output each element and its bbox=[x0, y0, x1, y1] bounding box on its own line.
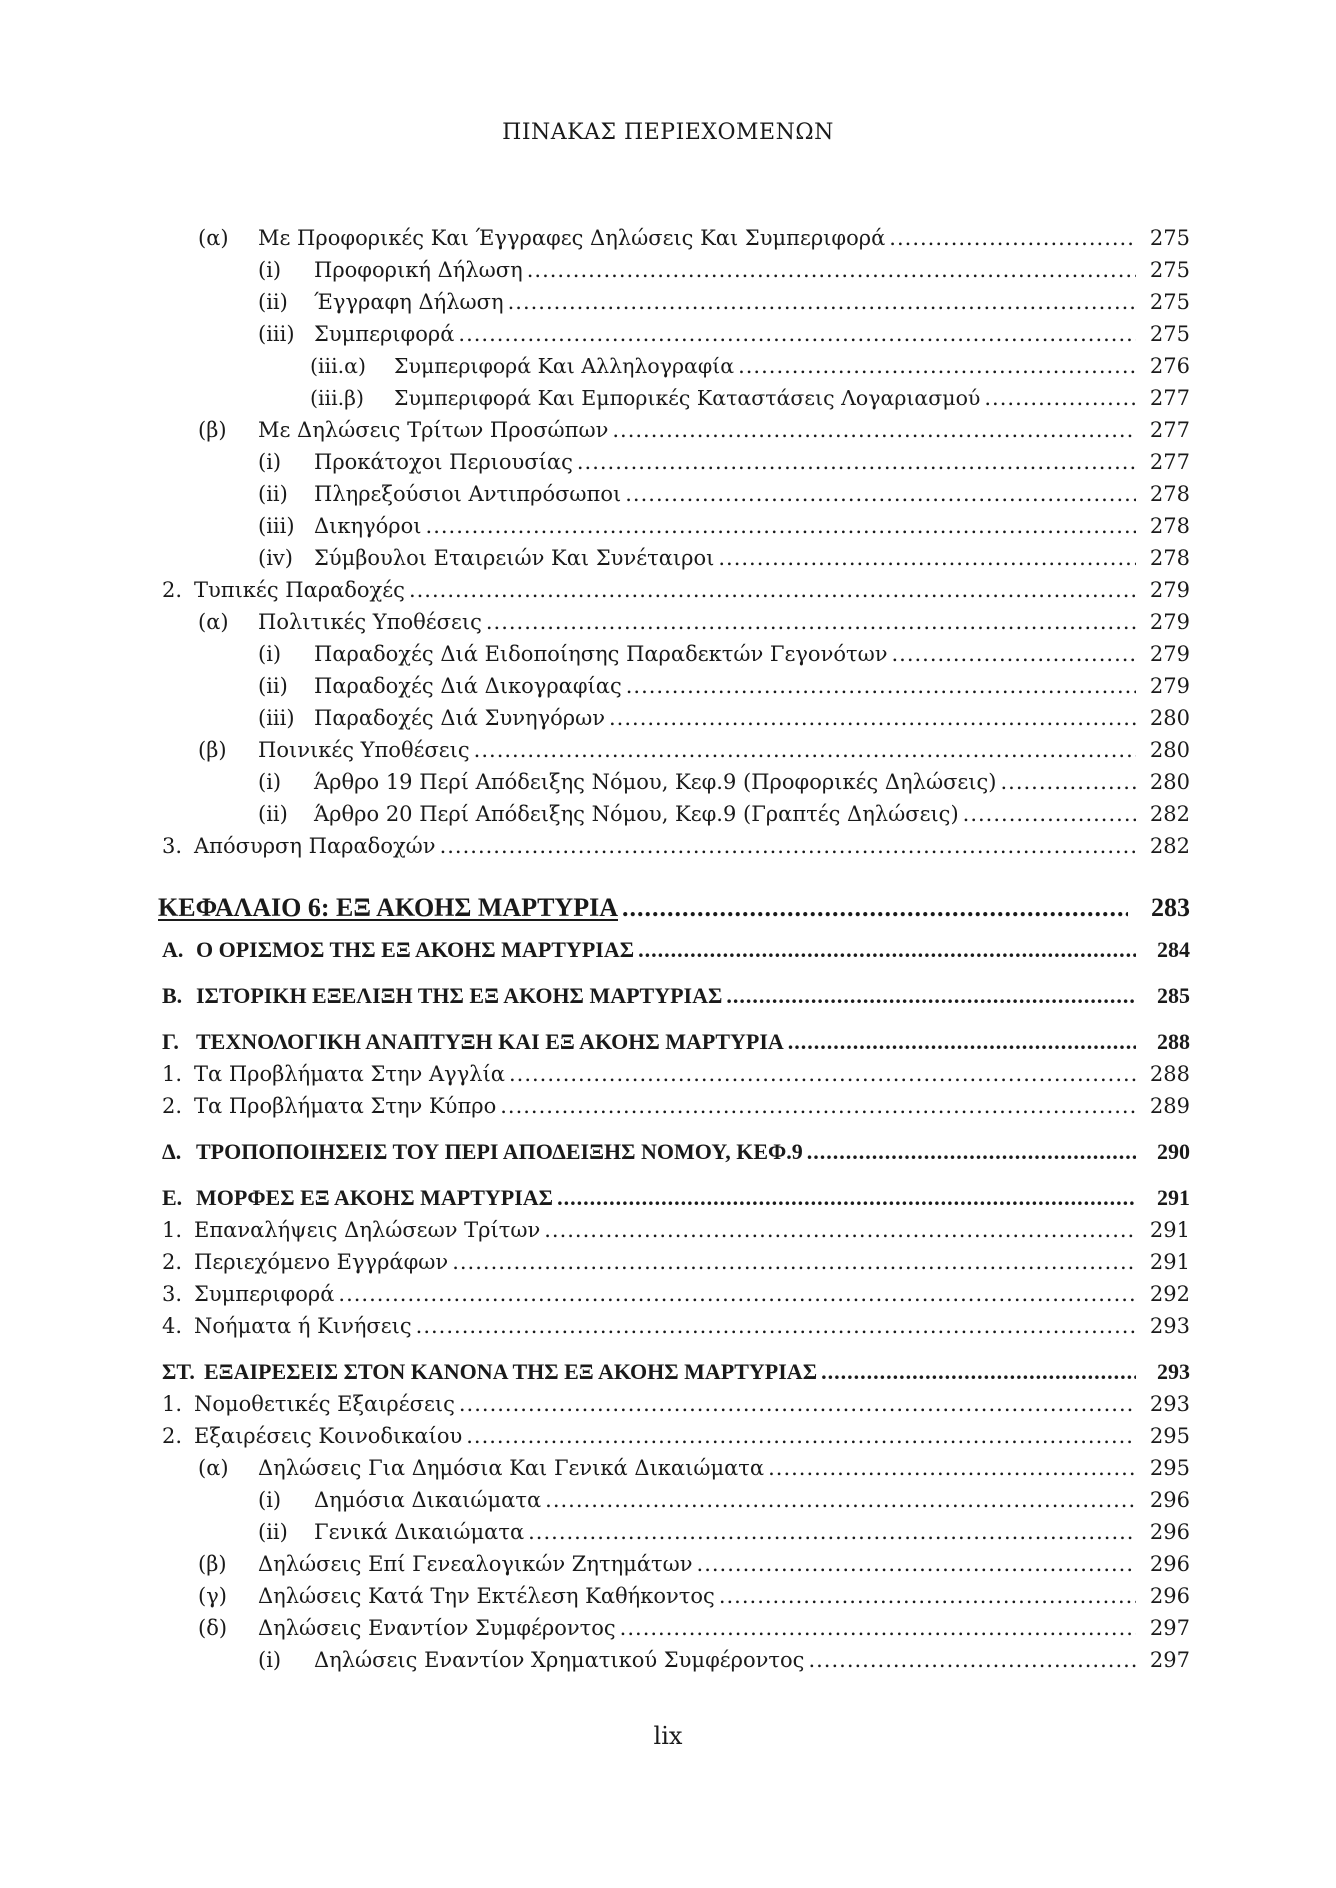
toc-entry-label: 3. bbox=[162, 1282, 183, 1306]
toc-entry-title: Περιεχόμενο Εγγράφων bbox=[194, 1250, 449, 1274]
toc-entry-title: Με Δηλώσεις Τρίτων Προσώπων bbox=[258, 418, 609, 442]
toc-entry[interactable] bbox=[158, 1388, 1190, 1420]
leader-dots bbox=[788, 1026, 1136, 1058]
toc-section-heading[interactable] bbox=[158, 1026, 1190, 1058]
toc-entry[interactable] bbox=[158, 1452, 1190, 1484]
toc-entry-page: 280 bbox=[1149, 770, 1190, 794]
section-label: ΣΤ. bbox=[162, 1359, 195, 1384]
leader-dots bbox=[620, 1612, 1136, 1644]
toc-entry-label: (α) bbox=[198, 226, 229, 250]
toc-entry[interactable] bbox=[158, 1516, 1190, 1548]
section-page: 293 bbox=[1157, 1359, 1190, 1384]
toc-entry[interactable] bbox=[158, 542, 1190, 574]
toc-entry-label: 1. bbox=[162, 1392, 183, 1416]
toc-entry-title: Εξαιρέσεις Κοινοδικαίου bbox=[194, 1424, 463, 1448]
toc-entry-page: 282 bbox=[1149, 834, 1190, 858]
leader-dots bbox=[459, 1388, 1136, 1420]
toc-entry-title: Πληρεξούσιοι Αντιπρόσωποι bbox=[314, 482, 622, 506]
table-of-contents bbox=[158, 222, 1190, 1676]
toc-entry-title: Συμπεριφορά Και Αλληλογραφία bbox=[394, 354, 735, 378]
leader-dots bbox=[557, 1182, 1136, 1214]
section-label: Β. bbox=[162, 983, 183, 1008]
toc-entry-page: 296 bbox=[1149, 1520, 1190, 1544]
toc-entry-label: (β) bbox=[198, 1552, 227, 1576]
leader-dots bbox=[426, 510, 1136, 542]
toc-entry-title: Έγγραφη Δήλωση bbox=[314, 290, 504, 314]
toc-entry[interactable] bbox=[158, 414, 1190, 446]
toc-entry-page: 278 bbox=[1149, 514, 1190, 538]
spacer bbox=[158, 1012, 1190, 1026]
toc-entry-page: 295 bbox=[1149, 1424, 1190, 1448]
leader-dots bbox=[1000, 766, 1136, 798]
toc-entry-page: 278 bbox=[1149, 546, 1190, 570]
toc-entry-label: (iii) bbox=[258, 322, 295, 346]
toc-entry-title: Δημόσια Δικαιώματα bbox=[314, 1488, 542, 1512]
leader-dots bbox=[416, 1310, 1136, 1342]
toc-entry-page: 295 bbox=[1149, 1456, 1190, 1480]
toc-entry[interactable] bbox=[158, 1214, 1190, 1246]
leader-dots bbox=[963, 798, 1136, 830]
toc-entry-label: 1. bbox=[162, 1218, 183, 1242]
toc-entry-page: 291 bbox=[1149, 1218, 1190, 1242]
toc-entry-page: 279 bbox=[1149, 674, 1190, 698]
toc-entry-page: 297 bbox=[1149, 1616, 1190, 1640]
toc-entry-label: (ii) bbox=[258, 802, 288, 826]
toc-entry-title: Τα Προβλήματα Στην Κύπρο bbox=[194, 1094, 497, 1118]
toc-entry-label: (β) bbox=[198, 418, 227, 442]
toc-entry[interactable] bbox=[158, 574, 1190, 606]
leader-dots bbox=[622, 888, 1128, 928]
leader-dots bbox=[527, 254, 1136, 286]
toc-section-heading[interactable] bbox=[158, 1356, 1190, 1388]
leader-dots bbox=[808, 1644, 1136, 1676]
toc-entry-label: (ii) bbox=[258, 674, 288, 698]
leader-dots bbox=[738, 350, 1136, 382]
toc-entry-title: Με Προφορικές Και Έγγραφες Δηλώσεις Και Συμπεριφορά bbox=[258, 226, 886, 250]
toc-entry[interactable] bbox=[158, 382, 1190, 414]
spacer bbox=[158, 1168, 1190, 1182]
section-page: 288 bbox=[1157, 1029, 1190, 1054]
toc-entry-label: 3. bbox=[162, 834, 183, 858]
section-page: 284 bbox=[1157, 937, 1190, 962]
toc-entry-title: Άρθρο 20 Περί Απόδειξης Νόμου, Κεφ.9 (Γραπτές Δηλώσεις) bbox=[314, 802, 959, 826]
toc-entry-page: 275 bbox=[1149, 290, 1190, 314]
leader-dots bbox=[768, 1452, 1136, 1484]
toc-entry[interactable] bbox=[158, 350, 1190, 382]
toc-entry-label: (i) bbox=[258, 642, 282, 666]
toc-entry[interactable] bbox=[158, 286, 1190, 318]
toc-entry-label: (α) bbox=[198, 610, 229, 634]
toc-entry-title: Σύμβουλοι Εταιρειών Και Συνέταιροι bbox=[314, 546, 715, 570]
leader-dots bbox=[544, 1214, 1136, 1246]
spacer bbox=[158, 966, 1190, 980]
toc-entry-page: 296 bbox=[1149, 1552, 1190, 1576]
leader-dots bbox=[528, 1516, 1136, 1548]
toc-entry-page: 275 bbox=[1149, 226, 1190, 250]
toc-entry-title: Παραδοχές Διά Συνηγόρων bbox=[314, 706, 605, 730]
leader-dots bbox=[612, 414, 1136, 446]
toc-entry-label: 2. bbox=[162, 1250, 183, 1274]
toc-entry-title: Απόσυρση Παραδοχών bbox=[194, 834, 436, 858]
toc-entry[interactable] bbox=[158, 670, 1190, 702]
toc-entry-label: (i) bbox=[258, 770, 282, 794]
section-title: ΤΕΧΝΟΛΟΓΙΚΗ ΑΝΑΠΤΥΞΗ ΚΑΙ ΕΞ ΑΚΟΗΣ ΜΑΡΤΥΡΙΑ bbox=[196, 1029, 784, 1054]
leader-dots bbox=[486, 606, 1136, 638]
toc-entry-page: 275 bbox=[1149, 258, 1190, 282]
toc-entry[interactable] bbox=[158, 734, 1190, 766]
toc-entry-page: 277 bbox=[1149, 386, 1190, 410]
leader-dots bbox=[718, 542, 1136, 574]
spacer bbox=[158, 1122, 1190, 1136]
toc-entry-page: 289 bbox=[1149, 1094, 1190, 1118]
toc-entry-page: 292 bbox=[1149, 1282, 1190, 1306]
leader-dots bbox=[466, 1420, 1136, 1452]
toc-entry-page: 279 bbox=[1149, 578, 1190, 602]
toc-entry-label: (iii) bbox=[258, 706, 295, 730]
section-title: ΕΞΑΙΡΕΣΕΙΣ ΣΤΟΝ ΚΑΝΟΝΑ ΤΗΣ ΕΞ ΑΚΟΗΣ ΜΑΡΤΥΡΙΑΣ bbox=[204, 1359, 818, 1384]
toc-entry-label: 2. bbox=[162, 1424, 183, 1448]
leader-dots bbox=[458, 318, 1136, 350]
toc-chapter-heading[interactable] bbox=[158, 888, 1190, 928]
toc-entry-page: 293 bbox=[1149, 1392, 1190, 1416]
toc-entry-page: 279 bbox=[1149, 610, 1190, 634]
toc-entry[interactable] bbox=[158, 1090, 1190, 1122]
toc-entry-label: (β) bbox=[198, 738, 227, 762]
toc-entry-page: 280 bbox=[1149, 706, 1190, 730]
toc-entry-page: 275 bbox=[1149, 322, 1190, 346]
toc-entry-title: Τυπικές Παραδοχές bbox=[194, 578, 405, 602]
toc-entry-page: 291 bbox=[1149, 1250, 1190, 1274]
toc-section-heading[interactable] bbox=[158, 980, 1190, 1012]
toc-entry[interactable] bbox=[158, 1310, 1190, 1342]
toc-entry-page: 296 bbox=[1149, 1488, 1190, 1512]
chapter-title: ΚΕΦΑΛΑΙΟ 6: ΕΞ ΑΚΟΗΣ ΜΑΡΤΥΡΙΑ bbox=[158, 893, 618, 922]
toc-entry-title: Δηλώσεις Για Δημόσια Και Γενικά Δικαιώματα bbox=[258, 1456, 765, 1480]
section-title: Ο ΟΡΙΣΜΟΣ ΤΗΣ ΕΞ ΑΚΟΗΣ ΜΑΡΤΥΡΙΑΣ bbox=[196, 937, 635, 962]
toc-entry-label: (i) bbox=[258, 258, 282, 282]
toc-entry[interactable] bbox=[158, 318, 1190, 350]
toc-entry-title: Πολιτικές Υποθέσεις bbox=[258, 610, 482, 634]
page-number: lix bbox=[653, 1722, 683, 1750]
section-page: 291 bbox=[1157, 1185, 1190, 1210]
leader-dots bbox=[697, 1548, 1136, 1580]
toc-entry[interactable] bbox=[158, 830, 1190, 862]
toc-entry[interactable] bbox=[158, 702, 1190, 734]
toc-entry-title: Προφορική Δήλωση bbox=[314, 258, 523, 282]
section-label: Ε. bbox=[162, 1185, 183, 1210]
toc-entry-title: Τα Προβλήματα Στην Αγγλία bbox=[194, 1062, 505, 1086]
toc-entry-title: Δηλώσεις Εναντίον Χρηματικού Συμφέροντος bbox=[314, 1648, 805, 1672]
leader-dots bbox=[338, 1278, 1136, 1310]
section-page: 290 bbox=[1157, 1139, 1190, 1164]
leader-dots bbox=[440, 830, 1136, 862]
leader-dots bbox=[500, 1090, 1136, 1122]
toc-entry[interactable] bbox=[158, 1246, 1190, 1278]
toc-entry-label: (i) bbox=[258, 450, 282, 474]
toc-entry-label: (i) bbox=[258, 1648, 282, 1672]
toc-entry-label: (α) bbox=[198, 1456, 229, 1480]
toc-entry[interactable] bbox=[158, 1484, 1190, 1516]
toc-section-heading[interactable] bbox=[158, 1136, 1190, 1168]
toc-entry[interactable] bbox=[158, 1548, 1190, 1580]
toc-entry-label: (i) bbox=[258, 1488, 282, 1512]
toc-entry[interactable] bbox=[158, 1612, 1190, 1644]
leader-dots bbox=[626, 670, 1136, 702]
toc-entry-page: 277 bbox=[1149, 418, 1190, 442]
toc-entry-page: 296 bbox=[1149, 1584, 1190, 1608]
leader-dots bbox=[545, 1484, 1136, 1516]
toc-entry[interactable] bbox=[158, 1278, 1190, 1310]
toc-entry-title: Νομοθετικές Εξαιρέσεις bbox=[194, 1392, 455, 1416]
toc-entry[interactable] bbox=[158, 478, 1190, 510]
toc-entry-title: Συμπεριφορά bbox=[314, 322, 455, 346]
leader-dots bbox=[638, 934, 1136, 966]
leader-dots bbox=[726, 980, 1136, 1012]
section-title: ΙΣΤΟΡΙΚΗ ΕΞΕΛΙΞΗ ΤΗΣ ΕΞ ΑΚΟΗΣ ΜΑΡΤΥΡΙΑΣ bbox=[196, 983, 723, 1008]
leader-dots bbox=[577, 446, 1136, 478]
toc-entry-title: Δηλώσεις Επί Γενεαλογικών Ζητημάτων bbox=[258, 1552, 693, 1576]
leader-dots bbox=[474, 734, 1136, 766]
spacer bbox=[158, 862, 1190, 888]
leader-dots bbox=[509, 1058, 1136, 1090]
spacer bbox=[158, 1342, 1190, 1356]
toc-entry-page: 276 bbox=[1149, 354, 1190, 378]
toc-entry-title: Γενικά Δικαιώματα bbox=[314, 1520, 525, 1544]
leader-dots bbox=[891, 638, 1136, 670]
chapter-page: 283 bbox=[1151, 893, 1190, 922]
toc-entry-title: Προκάτοχοι Περιουσίας bbox=[314, 450, 573, 474]
toc-entry-title: Δηλώσεις Εναντίον Συμφέροντος bbox=[258, 1616, 616, 1640]
toc-entry-label: (γ) bbox=[198, 1584, 227, 1608]
leader-dots bbox=[821, 1356, 1136, 1388]
leader-dots bbox=[625, 478, 1136, 510]
toc-entry-label: (ii) bbox=[258, 290, 288, 314]
leader-dots bbox=[719, 1580, 1136, 1612]
leader-dots bbox=[807, 1136, 1136, 1168]
section-label: Δ. bbox=[162, 1139, 182, 1164]
toc-entry-title: Επαναλήψεις Δηλώσεων Τρίτων bbox=[194, 1218, 541, 1242]
section-title: ΜΟΡΦΕΣ ΕΞ ΑΚΟΗΣ ΜΑΡΤΥΡΙΑΣ bbox=[196, 1185, 554, 1210]
toc-entry-title: Δικηγόροι bbox=[314, 514, 422, 538]
toc-entry-title: Νοήματα ή Κινήσεις bbox=[194, 1314, 412, 1338]
toc-entry[interactable] bbox=[158, 638, 1190, 670]
toc-entry-label: 4. bbox=[162, 1314, 183, 1338]
section-label: Α. bbox=[162, 937, 184, 962]
toc-entry-title: Ποινικές Υποθέσεις bbox=[258, 738, 470, 762]
toc-entry-page: 277 bbox=[1149, 450, 1190, 474]
toc-entry[interactable] bbox=[158, 1644, 1190, 1676]
toc-entry-label: (iii.α) bbox=[310, 354, 367, 378]
leader-dots bbox=[409, 574, 1136, 606]
running-head: ΠΙΝΑΚΑΣ ΠΕΡΙΕΧΟΜΕΝΩΝ bbox=[502, 120, 834, 145]
toc-entry-label: (ii) bbox=[258, 1520, 288, 1544]
toc-entry-title: Άρθρο 19 Περί Απόδειξης Νόμου, Κεφ.9 (Προφορικές Δηλώσεις) bbox=[314, 770, 997, 794]
toc-entry-label: (iii.β) bbox=[310, 386, 365, 410]
toc-entry[interactable] bbox=[158, 446, 1190, 478]
toc-entry[interactable] bbox=[158, 254, 1190, 286]
toc-entry-label: 2. bbox=[162, 1094, 183, 1118]
leader-dots bbox=[452, 1246, 1136, 1278]
toc-entry-title: Δηλώσεις Κατά Την Εκτέλεση Καθήκοντος bbox=[258, 1584, 715, 1608]
leader-dots bbox=[508, 286, 1136, 318]
toc-entry[interactable] bbox=[158, 606, 1190, 638]
section-page: 285 bbox=[1157, 983, 1190, 1008]
toc-entry-page: 293 bbox=[1149, 1314, 1190, 1338]
toc-section-heading[interactable] bbox=[158, 934, 1190, 966]
toc-entry-title: Συμπεριφορά bbox=[194, 1282, 335, 1306]
toc-entry[interactable] bbox=[158, 1420, 1190, 1452]
toc-entry[interactable] bbox=[158, 1058, 1190, 1090]
toc-entry[interactable] bbox=[158, 766, 1190, 798]
toc-entry-title: Συμπεριφορά Και Εμπορικές Καταστάσεις Λογαριασμού bbox=[394, 386, 981, 410]
toc-entry[interactable] bbox=[158, 222, 1190, 254]
toc-entry-title: Παραδοχές Διά Δικογραφίας bbox=[314, 674, 622, 698]
toc-entry-page: 282 bbox=[1149, 802, 1190, 826]
toc-entry-label: 2. bbox=[162, 578, 183, 602]
toc-entry-title: Παραδοχές Διά Ειδοποίησης Παραδεκτών Γεγονότων bbox=[314, 642, 888, 666]
leader-dots bbox=[984, 382, 1136, 414]
toc-entry-label: (ii) bbox=[258, 482, 288, 506]
toc-entry-page: 280 bbox=[1149, 738, 1190, 762]
toc-entry[interactable] bbox=[158, 798, 1190, 830]
toc-entry-label: (δ) bbox=[198, 1616, 228, 1640]
toc-entry-label: (iii) bbox=[258, 514, 295, 538]
toc-entry-page: 297 bbox=[1149, 1648, 1190, 1672]
leader-dots bbox=[609, 702, 1136, 734]
section-label: Γ. bbox=[162, 1029, 179, 1054]
section-title: ΤΡΟΠΟΠΟΙΗΣΕΙΣ ΤΟΥ ΠΕΡΙ ΑΠΟΔΕΙΞΗΣ ΝΟΜΟΥ, ΚΕΦ.9 bbox=[196, 1139, 803, 1164]
toc-entry-page: 279 bbox=[1149, 642, 1190, 666]
toc-entry-label: 1. bbox=[162, 1062, 183, 1086]
toc-entry-page: 278 bbox=[1149, 482, 1190, 506]
toc-section-heading[interactable] bbox=[158, 1182, 1190, 1214]
toc-entry[interactable] bbox=[158, 510, 1190, 542]
leader-dots bbox=[889, 222, 1136, 254]
toc-entry[interactable] bbox=[158, 1580, 1190, 1612]
toc-entry-page: 288 bbox=[1149, 1062, 1190, 1086]
toc-entry-label: (iv) bbox=[258, 546, 293, 570]
